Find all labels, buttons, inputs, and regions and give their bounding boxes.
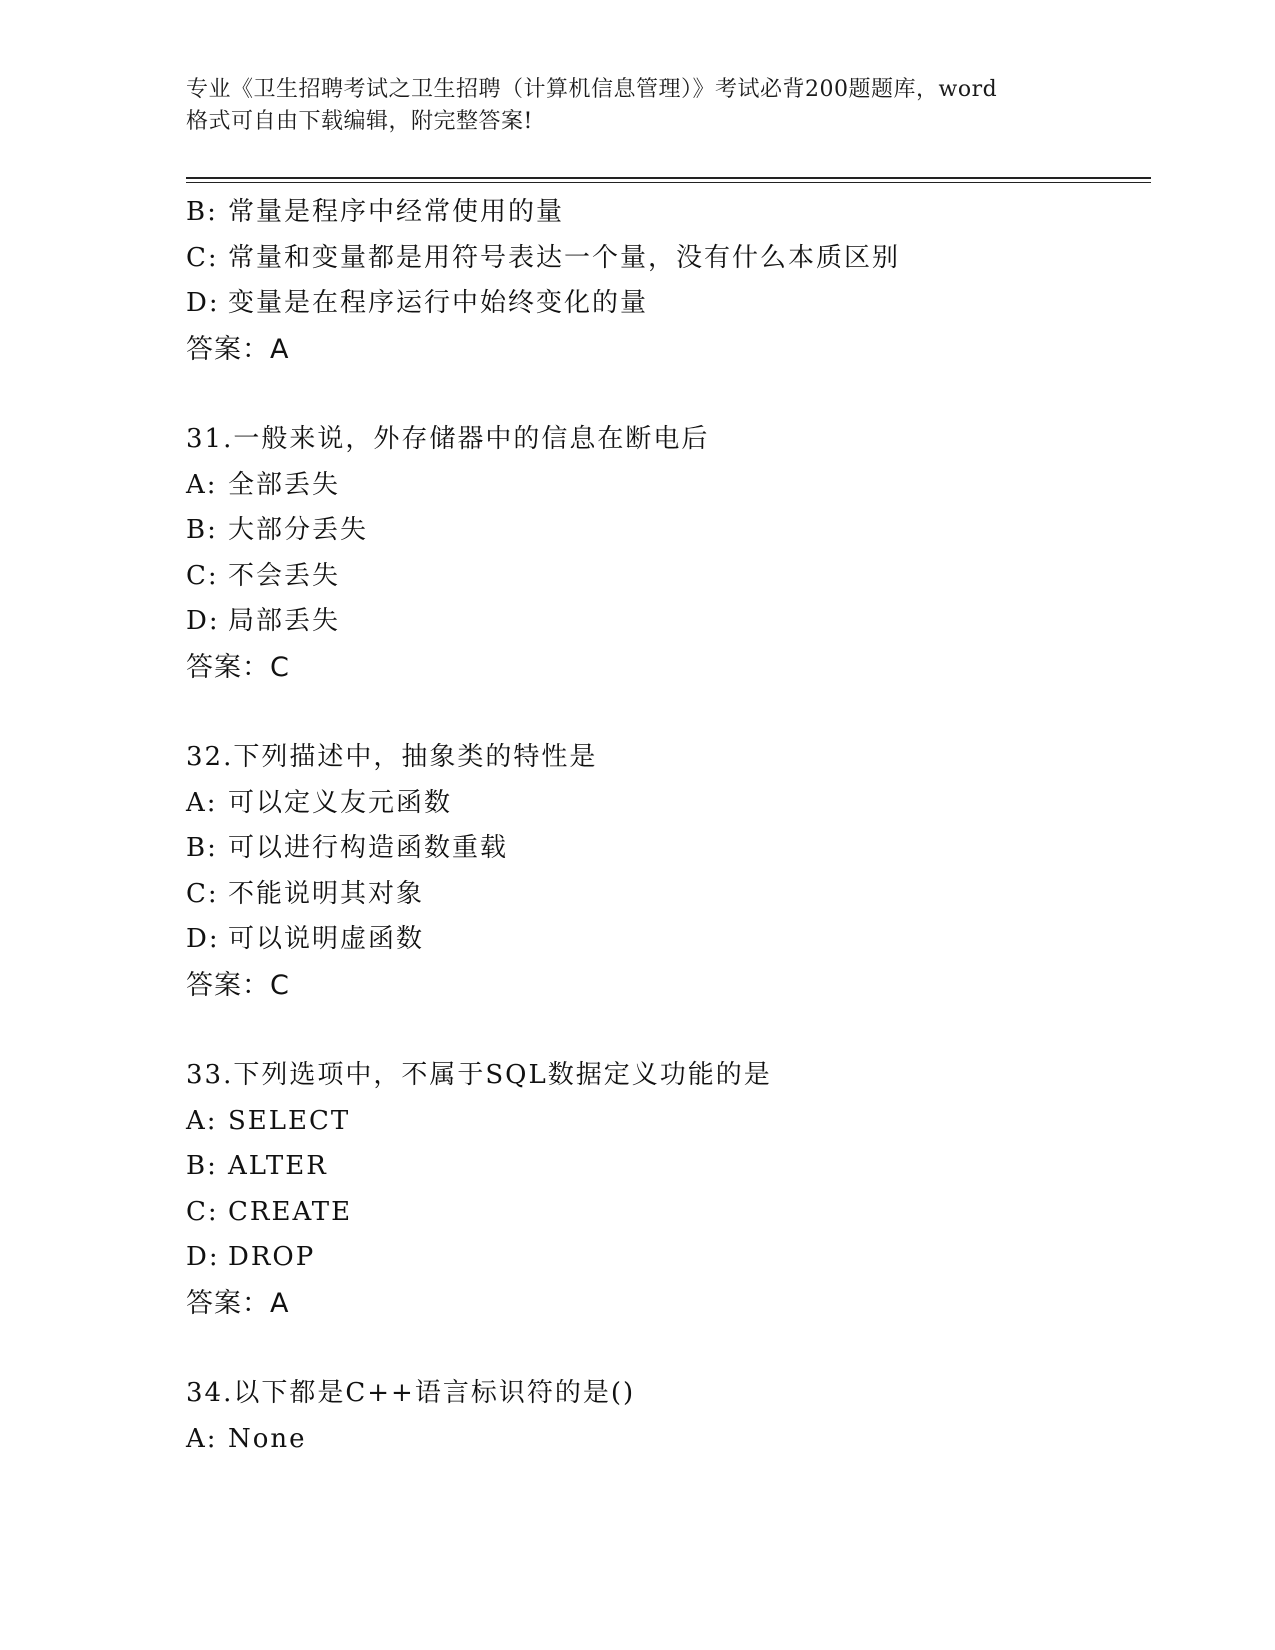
option-row	[186, 872, 1146, 918]
question-stem: 31.一般来说，外存储器中的信息在断电后	[186, 424, 710, 454]
header-line-1: 专业《卫生招聘考试之卫生招聘（计算机信息管理）》考试必背200题题库，word	[186, 77, 998, 102]
option-row	[186, 236, 1146, 282]
option-label: B:	[186, 515, 218, 545]
option-label: A:	[186, 1105, 218, 1136]
option-text: ALTER	[228, 1151, 328, 1181]
option-text: DROP	[228, 1242, 316, 1272]
option-label: B:	[186, 833, 218, 863]
question-list	[186, 190, 1146, 1462]
option-text: 全部丢失	[228, 469, 341, 500]
header-line-2: 格式可自由下载编辑，附完整答案!	[186, 109, 533, 134]
option-row	[186, 463, 1146, 509]
option-row	[186, 281, 1146, 327]
option-text: 可以进行构造函数重载	[228, 833, 509, 863]
answer-line: 答案：C	[186, 651, 290, 683]
option-text: 可以定义友元函数	[228, 787, 453, 818]
option-label: D:	[186, 924, 220, 954]
document-header	[186, 74, 1106, 138]
option-label: A:	[186, 787, 218, 818]
option-row	[186, 1144, 1146, 1190]
option-label: C:	[186, 560, 219, 591]
option-row	[186, 917, 1146, 963]
option-text: 不能说明其对象	[228, 878, 425, 909]
option-text: 常量和变量都是用符号表达一个量，没有什么本质区别	[228, 242, 901, 273]
option-row	[186, 190, 1146, 236]
option-label: D:	[186, 1242, 220, 1272]
question-stem: 34.以下都是C++语言标识符的是()	[186, 1378, 636, 1408]
question-stem: 33.下列选项中，不属于SQL数据定义功能的是	[186, 1060, 772, 1090]
option-text: 大部分丢失	[228, 515, 369, 545]
option-row	[186, 554, 1146, 600]
option-label: A:	[186, 469, 218, 500]
option-text: SELECT	[228, 1105, 351, 1136]
question-stem: 32.下列描述中，抽象类的特性是	[186, 742, 598, 772]
option-label: B:	[186, 1151, 218, 1181]
option-text: 变量是在程序运行中始终变化的量	[228, 288, 649, 318]
option-label: B:	[186, 197, 218, 227]
option-text: 不会丢失	[228, 560, 341, 591]
spacer	[186, 372, 1146, 417]
option-row	[186, 508, 1146, 554]
option-label: C:	[186, 878, 219, 909]
option-label: D:	[186, 606, 220, 636]
option-row	[186, 826, 1146, 872]
option-row	[186, 781, 1146, 827]
option-row	[186, 1235, 1146, 1281]
option-text: None	[228, 1423, 307, 1454]
option-row	[186, 599, 1146, 645]
option-row	[186, 1099, 1146, 1145]
answer-line: 答案：C	[186, 969, 290, 1001]
option-label: A:	[186, 1423, 218, 1454]
option-text: 局部丢失	[228, 606, 341, 636]
option-label: D:	[186, 288, 220, 318]
option-text: 常量是程序中经常使用的量	[228, 197, 565, 227]
option-text: CREATE	[228, 1196, 353, 1227]
option-label: C:	[186, 1196, 219, 1227]
header-divider-thick	[186, 177, 1151, 179]
answer-line: 答案：A	[186, 333, 290, 365]
answer-line: 答案：A	[186, 1287, 290, 1319]
spacer	[186, 1008, 1146, 1053]
option-row	[186, 1417, 1146, 1463]
option-text: 可以说明虚函数	[228, 924, 425, 954]
spacer	[186, 690, 1146, 735]
spacer	[186, 1326, 1146, 1371]
option-label: C:	[186, 242, 219, 273]
option-row	[186, 1190, 1146, 1236]
header-divider-thin	[186, 182, 1151, 183]
